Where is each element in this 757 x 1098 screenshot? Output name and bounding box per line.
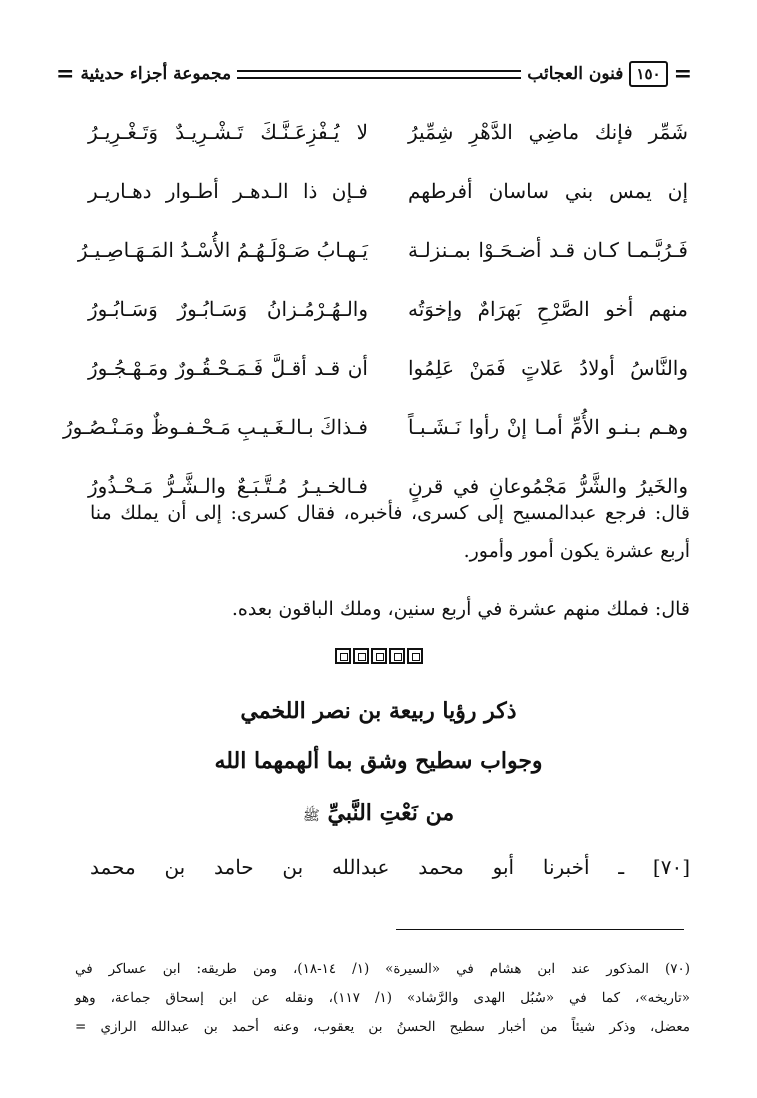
verse-first-hemistich: فَـرُبَّـمـا كـان قـد أضـحَـوْا بمـنزلـة xyxy=(408,237,688,262)
verse-first-hemistich: والنَّاسُ أولادُ عَلاتٍ فَمَنْ عَلِمُوا xyxy=(408,355,688,380)
prose-paragraph: قال: فملك منهم عشرة في أربع سنين، وملك الباقون بعده. xyxy=(231,598,690,620)
section-heading-line: وجواب سطيح وشق بما ألهمهما الله xyxy=(214,748,543,774)
ornament-square xyxy=(389,648,405,664)
header-end-mark: = xyxy=(56,61,75,87)
ornament-square xyxy=(407,648,423,664)
heading-text: من نَعْتِ النَّبيِّ xyxy=(327,800,455,826)
verse-second-hemistich: والـهُـرْمُـزانُ وَسَـابُـورٌ وَسَـابُـورُ xyxy=(88,296,368,321)
verse-second-hemistich: لا يُـفْزِعَـنَّـكَ تَـشْـرِيـدٌ وَتَـغْـرِيـرُ xyxy=(88,119,368,144)
header-rule xyxy=(237,70,521,79)
running-header xyxy=(56,58,692,90)
footnote-separator xyxy=(396,929,684,930)
footnote-line: «تاريخه»، كما في «سُبُل الهدى والرَّشاد» (١/ ١١٧)، ونقله عن ابن إسحاق جماعة، وهو xyxy=(75,990,690,1006)
poem-verse xyxy=(62,397,688,456)
ornament-square xyxy=(371,648,387,664)
verse-second-hemistich: فـإن ذا الـدهـر أطـوار دهـاريـر xyxy=(88,178,368,203)
verse-first-hemistich: شَمِّر فإنك ماضِي الدَّهْرِ شِمِّيرُ xyxy=(408,119,688,144)
verse-second-hemistich: أن قـد أقـلَّ فَـمَـحْـقُـورٌ ومَـهْـجُـورُ xyxy=(88,355,368,380)
section-heading-line xyxy=(0,800,757,827)
prose-paragraph: قال: فرجع عبدالمسيح إلى كسرى، فأخبره، فقال كسرى: إلى أن يملك منا أربع عشرة يكون أمور وأمور. xyxy=(90,502,690,562)
book-title: مجموعة أجزاء حديثية xyxy=(80,64,232,84)
honorific-glyph: ﷺ xyxy=(302,808,320,824)
verse-first-hemistich: منهم أخو الصَّرْحِ بَهرَامٌ وإخوَتُه xyxy=(408,296,688,321)
verse-second-hemistich: يَـهـابُ صَـوْلَـهُـمُ الأُسْـدُ المَـهَـاصِـيـرُ xyxy=(77,237,368,262)
verse-first-hemistich: إن يمس بني ساسان أفرطهم xyxy=(408,178,688,203)
poem-verse xyxy=(88,338,688,397)
section-heading-line: ذكر رؤيا ربيعة بن نصر اللخمي xyxy=(240,698,517,724)
hadith-isnad-line: [٧٠] ـ أخبرنا أبو محمد عبدالله بن حامد بن محمد xyxy=(90,855,690,879)
verse-second-hemistich: فـذاكَ بـالـغَـيـبِ مَـحْـفـوظٌ ومَـنْـصُـورُ xyxy=(62,414,368,439)
section-divider-ornament xyxy=(0,648,757,668)
verse-first-hemistich: وهـم بـنـو الأُمِّ أمـا إنْ رأوا نَـشَـبـاً xyxy=(408,414,688,439)
verse-first-hemistich: والخَيرُ والشَّرُّ مَجْمُوعانِ في قرنٍ xyxy=(408,473,688,498)
poem xyxy=(62,102,688,515)
poem-verse xyxy=(88,102,688,161)
poem-verse xyxy=(77,220,688,279)
header-start-mark: = xyxy=(673,61,692,87)
page-number: ١٥٠ xyxy=(629,61,667,87)
poem-verse xyxy=(88,161,688,220)
footnote-line: معضل، وذكر شيئاً من أخبار سطيح الحسنُ بن يعقوب، وعنه أحمد بن عبدالله الرازي = xyxy=(75,1019,690,1035)
ornament-square xyxy=(335,648,351,664)
footnote-line: (٧٠) المذكور عند ابن هشام في «السيرة» (١/ ١٤-١٨)، ومن طريقه: ابن عساكر في xyxy=(75,961,691,977)
chapter-title: فنون العجائب xyxy=(527,64,624,84)
ornament-square xyxy=(353,648,369,664)
verse-second-hemistich: فـالخـيـرُ مُـتَّـبَـعٌ والـشَّـرُّ مَـحْـذُورُ xyxy=(88,473,368,498)
poem-verse xyxy=(88,279,688,338)
footnote xyxy=(75,955,690,1042)
